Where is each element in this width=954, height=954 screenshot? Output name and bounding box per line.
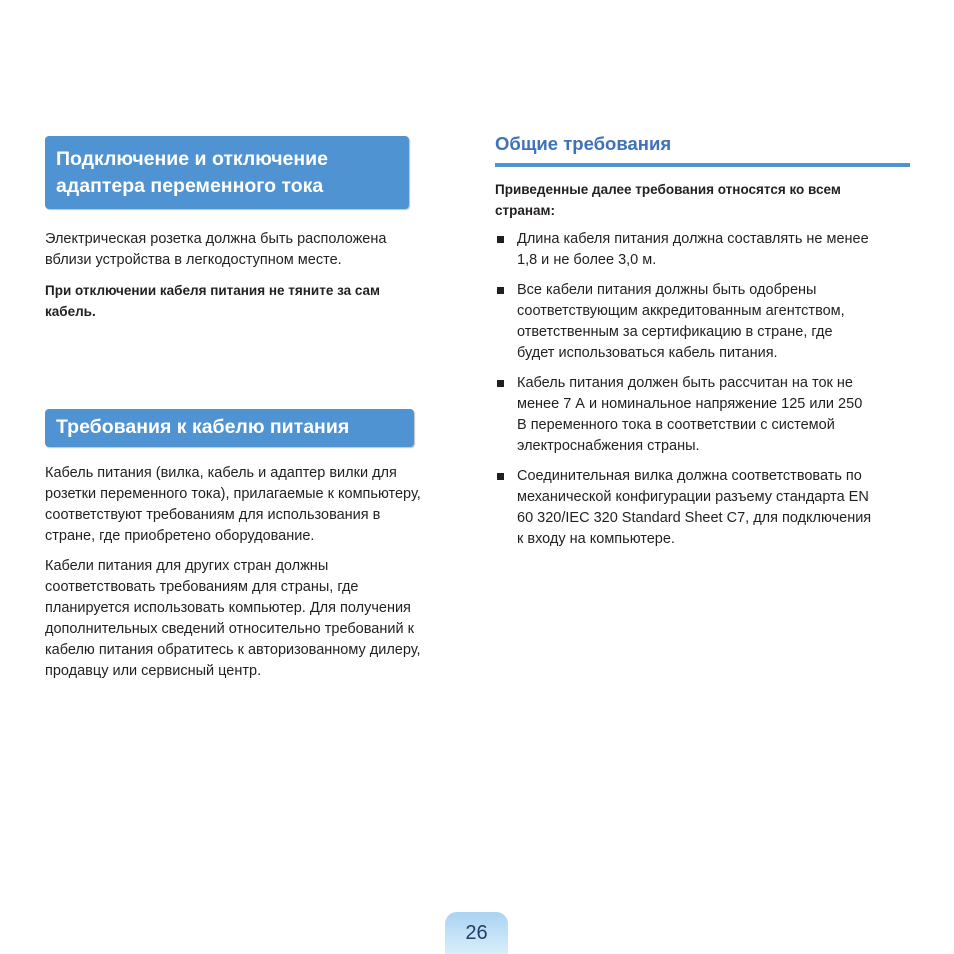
text-line: Кабель питания должен быть рассчитан на ток не [517, 375, 853, 391]
paragraph-outlet [45, 229, 465, 271]
text-line: розетки переменного тока), прилагаемые к компьютеру, [45, 486, 421, 502]
section-title-adapter [45, 136, 409, 209]
text-line: Кабель питания (вилка, кабель и адаптер вилки для [45, 465, 397, 481]
text-line: При отключении кабеля питания не тяните за сам [45, 283, 381, 298]
bullet-square-icon [497, 380, 504, 387]
title-text: Требования к кабелю питания [56, 416, 350, 438]
requirements-intro [495, 179, 910, 221]
section-title-general: Общие требования [495, 131, 910, 167]
section-general-requirements [495, 131, 910, 559]
text-line: к входу на компьютере. [517, 531, 675, 547]
text-line: 1,8 и не более 3,0 м. [517, 252, 657, 268]
title-line: Подключение и отключение [56, 148, 328, 170]
warning-paragraph [45, 280, 465, 322]
list-item [495, 373, 910, 457]
text-line: соответствовать требованиям для страны, где [45, 579, 359, 595]
section-title-cable [45, 409, 414, 447]
section-adapter [45, 136, 465, 322]
text-line: планируется использовать компьютер. Для получения [45, 600, 411, 616]
text-line: вблизи устройства в легкодоступном месте. [45, 252, 342, 268]
text-line: продавцу или сервисный центр. [45, 663, 262, 679]
text-line: В переменного тока в соответствии с системой [517, 417, 835, 433]
paragraph-other-countries [45, 556, 465, 682]
text-line: соответствуют требованиям для использования в [45, 507, 381, 523]
paragraph-cable-compliance [45, 463, 465, 547]
text-line: Электрическая розетка должна быть расположена [45, 231, 387, 247]
text-line: Длина кабеля питания должна составлять не менее [517, 231, 869, 247]
bullet-square-icon [497, 236, 504, 243]
text-line: ответственным за сертификацию в стране, где [517, 324, 833, 340]
text-line: дополнительных сведений относительно требований к [45, 621, 414, 637]
text-line: кабель. [45, 304, 96, 319]
bullet-square-icon [497, 287, 504, 294]
section-cable-requirements [45, 409, 465, 682]
text-line: менее 7 А и номинальное напряжение 125 или 250 [517, 396, 863, 412]
bullet-square-icon [497, 473, 504, 480]
text-line: Приведенные далее требования относятся ко всем [495, 182, 841, 197]
text-line: Все кабели питания должны быть одобрены [517, 282, 817, 298]
text-line: Соединительная вилка должна соответствовать по [517, 468, 862, 484]
requirements-list [495, 229, 910, 550]
text-line: электроснабжения страны. [517, 438, 700, 454]
list-item [495, 280, 910, 364]
page-number: 26 [445, 912, 508, 954]
list-item [495, 466, 910, 550]
title-line: адаптера переменного тока [56, 175, 324, 197]
text-line: кабелю питания обратитесь к авторизованному дилеру, [45, 642, 421, 658]
text-line: странам: [495, 203, 556, 218]
text-line: 60 320/IEC 320 Standard Sheet C7, для подключения [517, 510, 872, 526]
text-line: стране, где приобретено оборудование. [45, 528, 315, 544]
list-item [495, 229, 910, 271]
text-line: Кабели питания для других стран должны [45, 558, 329, 574]
text-line: соответствующим аккредитованным агентством, [517, 303, 845, 319]
text-line: будет использоваться кабель питания. [517, 345, 778, 361]
text-line: механической конфигурации разъему стандарта EN [517, 489, 869, 505]
